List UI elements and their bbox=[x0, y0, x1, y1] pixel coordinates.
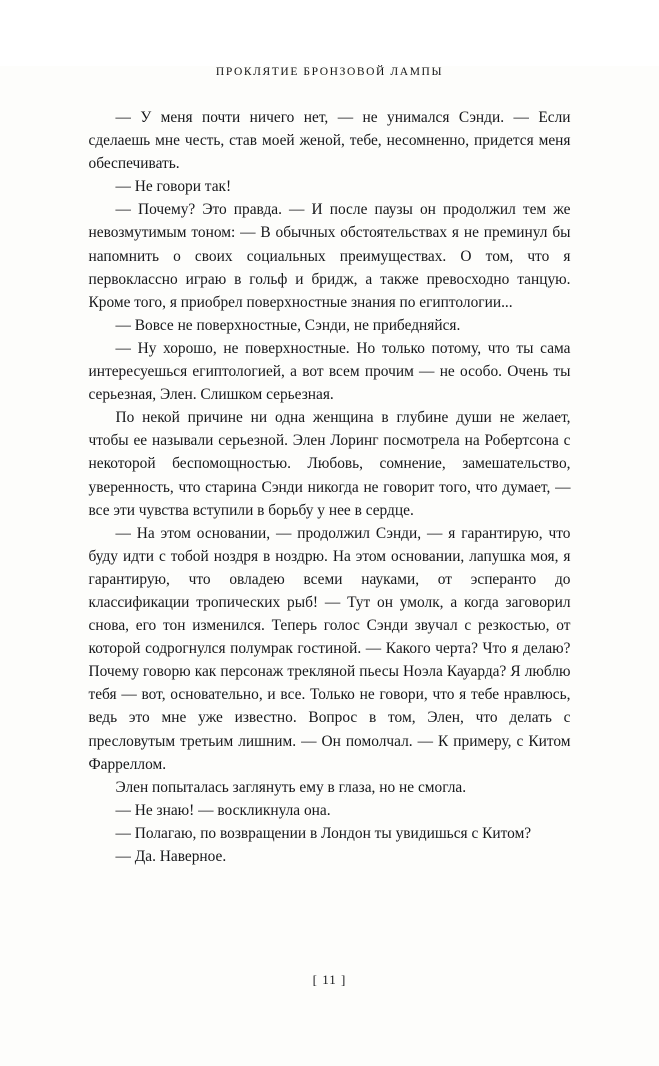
page-number: [ 11 ] bbox=[312, 972, 347, 987]
paragraph: — Почему? Это правда. — И после паузы он продолжил тем же невозмутимым тоном: — В обычных обстоятельствах я не преминул бы напомнить о своих социальных преимуществах. О том, что я первоклассно играю в гольф и бридж, а также превосходно танцую. Кроме того, я приобрел поверхностные знания по египтологии... bbox=[88, 201, 571, 311]
paragraph: — Ну хорошо, не поверхностные. Но только потому, что ты сама интересуешься египтологией, а вот всем прочим — не особо. Очень ты серьезная, Элен. Слишком серьезная. bbox=[88, 339, 571, 404]
page-body bbox=[89, 78, 571, 868]
paragraph: — У меня почти ничего нет, — не унимался Сэнди. — Если сделаешь мне честь, став моей женой, тебе, несомненно, придется меня обеспечивать. bbox=[88, 109, 571, 173]
paragraph: — Вовсе не поверхностные, Сэнди, не прибедняйся. bbox=[115, 316, 461, 334]
paragraph: Элен попыталась заглянуть ему в глаза, но не смогла. bbox=[115, 778, 467, 796]
running-head: ПРОКЛЯТИЕ БРОНЗОВОЙ ЛАМПЫ bbox=[215, 66, 444, 78]
paragraph: По некой причине ни одна женщина в глубине души не желает, чтобы ее называли серьезной. Элен Лоринг посмотрела на Робертсона с некоторой беспомощностью. Любовь, сомнение, замешательство, уверенность, что старина Сэнди никогда не говорит того, что думает, — все эти чувства вступили в борьбу у нее в сердце. bbox=[88, 409, 571, 519]
paragraph: — Да. Наверное. bbox=[115, 848, 227, 865]
paragraph: — Не говори так! bbox=[115, 178, 232, 196]
book-page bbox=[0, 66, 659, 1066]
paragraph: — На этом основании, — продолжил Сэнди, — я гарантирую, что буду идти с тобой ноздря в ноздрю. На этом основании, лапушка моя, я гарантирую, что овладею всеми науками, от эсперанто до классификации тропических рыб! — Тут он умолк, а когда заговорил снова, его тон изменился. Теперь голос Сэнди звучал с резкостью, от которой содрогнулся полумрак гостиной. — Какого черта? Что я делаю? Почему говорю как персонаж трекляной пьесы Ноэла Кауарда? Я люблю тебя — вот, основательно, и все. Только не говори, что я тебе нравлюсь, ведь это мне уже известно. Вопрос в том, Элен, что делать с пресловутым третьим лишним. — Он помолчал. — К примеру, с Китом Фарреллом. bbox=[88, 524, 571, 773]
paragraph: — Не знаю! — воскликнула она. bbox=[115, 801, 331, 819]
paragraph: — Полагаю, по возвращении в Лондон ты увидишься с Китом? bbox=[115, 824, 532, 842]
